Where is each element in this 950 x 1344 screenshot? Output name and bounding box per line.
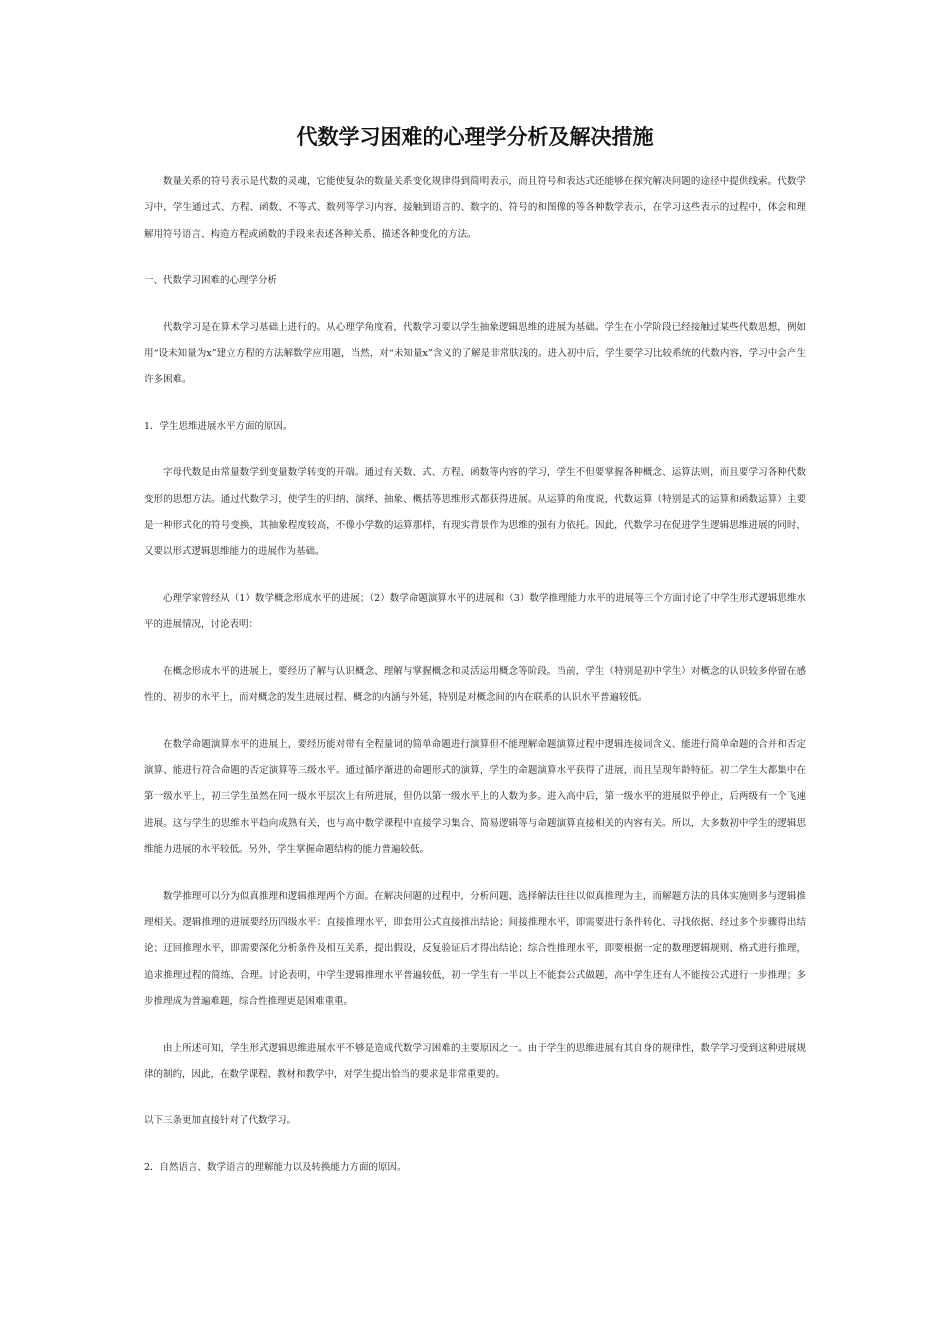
spacer bbox=[144, 566, 806, 586]
intro-paragraph: 数量关系的符号表示是代数的灵魂，它能使复杂的数量关系变化规律得到简明表示，而且符号和表达式还能够在探究解决问题的途径中提供线索。代数学习中，学生通过式、方程、函数、不等式、数列等学习内容，接触到语言的、数字的、符号的和图像的等各种数学表示，在学习这些表示的过程中，体会和理解用符号语言、构造方程或函数的手段来表述各种关系、描述各种变化的方法。 bbox=[144, 176, 806, 240]
transition-line: 以下三条更加直接针对了代数学习。 bbox=[144, 1115, 297, 1127]
spacer bbox=[144, 394, 806, 414]
spacer bbox=[144, 248, 806, 268]
subsection-heading-1: 1．学生思维进展水平方面的原因。 bbox=[144, 420, 293, 432]
spacer bbox=[144, 1016, 806, 1036]
subsection-heading-2: 2．自然语言、数学语言的理解能力以及转换能力方面的原因。 bbox=[144, 1161, 407, 1173]
spacer bbox=[144, 639, 806, 659]
spacer bbox=[144, 864, 806, 884]
spacer bbox=[144, 1135, 806, 1155]
spacer bbox=[144, 1088, 806, 1108]
paragraph-summary: 由上所述可知，学生形式逻辑思维进展水平不够是造成代数学习困难的主要原因之一。由于学生的思维进展有其自身的规律性，数学学习受到这种进展规律的制约，因此，在数学课程、教材和教学中，对学生提出恰当的要求是非常重要的。 bbox=[144, 1042, 806, 1080]
paragraph-psychologist-study: 心理学家曾经从（1）数学概念形成水平的进展；（2）数学命题演算水平的进展和（3）数学推理能力水平的进展等三个方面讨论了中学生形式逻辑思维水平的进展情况，讨论表明： bbox=[144, 592, 806, 631]
document-title: 代数学习困难的心理学分析及解决措施 bbox=[296, 125, 654, 149]
spacer bbox=[144, 712, 806, 732]
spacer bbox=[144, 295, 806, 315]
paragraph-concept-formation: 在概念形成水平的进展上，要经历了解与认识概念、理解与掌握概念和灵活运用概念等阶段。当前，学生（特别是初中学生）对概念的认识较多停留在感性的、初步的水平上，而对概念的发生进展过程、概念的内涵与外延，特别是对概念间的内在联系的认识水平普遍较低。 bbox=[144, 665, 806, 704]
paragraph-proposition-calculus: 在数学命题演算水平的进展上，要经历能对带有全程量词的简单命题进行演算但不能理解命题演算过程中逻辑连接词含义、能进行简单命题的合并和否定演算、能进行符合命题的否定演算等三级水平。通过循序渐进的命题形式的演算，学生的命题演算水平获得了进展，而且呈现年龄特征。初二学生大都集中在第一级水平上，初三学生虽然在同一级水平层次上有所进展，但仍以第一级水平上的人数为多。进入高中后，第一级水平的进展似乎停止，后两级有一个飞速进展。这与学生的思维水平趋向成熟有关，也与高中数学课程中直接学习集合、简易逻辑等与命题演算直接相关的内容有关。所以，大多数初中学生的逻辑思维能力进展的水平较低。另外，学生掌握命题结构的能力普遍较低。 bbox=[144, 738, 806, 856]
document-body bbox=[144, 169, 806, 1181]
paragraph-algebra-basis: 代数学习是在算术学习基础上进行的。从心理学角度看，代数学习要以学生抽象逻辑思维的进展为基础。学生在小学阶段已经接触过某些代数思想，例如用“设未知量为x”建立方程的方法解数学应用题，当然，对“未知量x”含义的了解是非常肤浅的。进入初中后，学生要学习比较系统的代数内容，学习中会产生许多困难。 bbox=[144, 321, 806, 386]
spacer bbox=[144, 440, 806, 460]
paragraph-math-reasoning: 数学推理可以分为似真推理和逻辑推理两个方面。在解决问题的过程中，分析问题、选择解法往往以似真推理为主，而解题方法的具体实施则多与逻辑推理相关。逻辑推理的进展要经历四级水平：直接推理水平，即套用公式直接推出结论；间接推理水平，即需要进行条件转化、寻找依据、经过多个步骤得出结论；迂回推理水平，即需要深化分析条件及相互关系，提出假设，反复验证后才得出结论；综合性推理水平，即要根据一定的数理逻辑规则、格式进行推理，追求推理过程的简练、合理。讨论表明，中学生逻辑推理水平普遍较低，初一学生有一半以上不能套公式做题，高中学生还有人不能按公式进行一步推理；多步推理成为普遍难题，综合性推理更是困难重重。 bbox=[144, 890, 806, 1008]
section-heading-1: 一、代数学习困难的心理学分析 bbox=[144, 275, 278, 287]
paragraph-letter-algebra: 字母代数是由常量数学到变量数学转变的开端。通过有关数、式、方程、函数等内容的学习，学生不但要掌握各种概念、运算法则，而且要学习各种代数变形的思想方法。通过代数学习，使学生的归纳、演绎、抽象、概括等思维形式都获得进展。从运算的角度说，代数运算（特别是式的运算和函数运算）主要是一种形式化的符号变换，其抽象程度较高，不像小学数的运算那样，有现实背景作为思维的强有力依托。因此，代数学习在促进学生逻辑思维进展的同时，又要以形式逻辑思维能力的进展作为基础。 bbox=[144, 467, 806, 558]
